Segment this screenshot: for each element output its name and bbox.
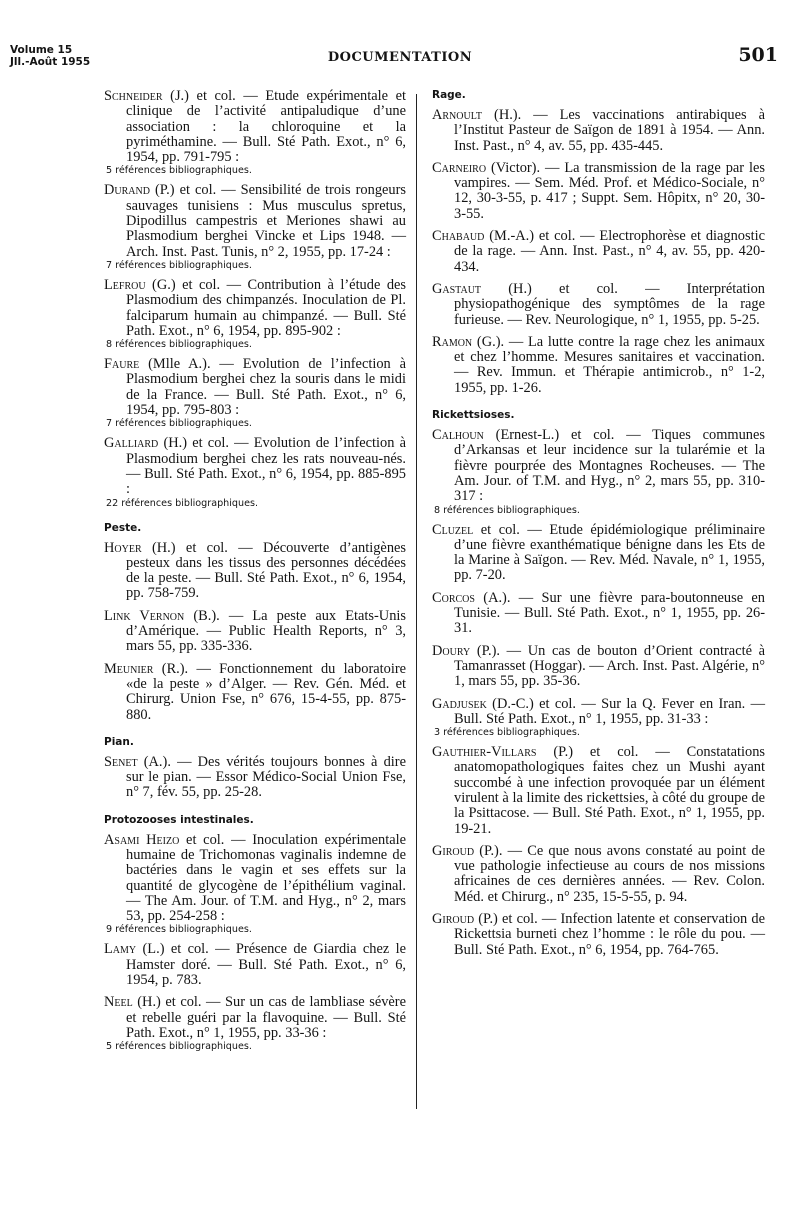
reference-author: Schneider [104,88,163,104]
reference-text: (G.) et col. — Contribution à l’étude des Plasmodium des chimpanzés. Inoculation de Pl. falciparum humain au chimpanzé. — Bull. Sté Path. Exot., n° 6, 1954, pp. 895-902 : [126,276,406,339]
entries-pian [104,755,406,801]
reference-text: (P.) et col. — Infection latente et conservation de Rickettsia burneti chez l’homme : le rôle du pou. — Bull. Sté Path. Exot., n° 6, 1954, pp. 764-765. [454,911,765,958]
section-title-rickettsioses: Rickettsioses. [432,409,515,422]
reference-entry [432,745,765,837]
reference-entry [104,357,406,418]
reference-text: (A.). — Sur une fièvre para-boutonneuse en Tunisie. — Bull. Sté Path. Exot., n° 1, 1955, pp. 26-31. [454,589,765,637]
reference-author: Link Vernon [104,607,185,624]
entries-protozooses [104,833,406,1053]
reference-entry [432,229,765,275]
reference-text: (M.-A.) et col. — Electrophorèse et diagnostic de la rage. — Ann. Inst. Past., n° 4, av. 55, pp. 420-434. [454,228,765,275]
section-title-rage: Rage. [432,89,466,101]
reference-entry [432,844,765,905]
reference-author: Doury [432,642,471,659]
entries-top [104,89,406,509]
reference-count: 3 références bibliographiques. [434,727,580,739]
reference-text: (Victor). — La transmission de la rage par les vampires. — Sem. Méd. Prof. et Médico-Sociale, n° 12, 30-3-55, p. 417 ; Suppt. Sem. Hôpitx, n° 20, 30-3-55. [454,159,765,222]
reference-count: 8 références bibliographiques. [434,504,580,516]
reference-entry [432,335,765,396]
reference-entry [432,523,765,584]
reference-author: Galliard [104,435,159,452]
reference-text: (P.) et col. — Sensibilité de trois rongeurs sauvages tunisiens : Mus musculus spretus, Dipodillus campestris et Meriones shawi au Plasmodium berghei Vincke et Lips 1948. — Arch. Inst. Past. Tunis, n° 2, 1955, pp. 17-24 : [126,182,406,260]
reference-author: Durand [104,182,150,199]
reference-author: Lefrou [104,276,146,293]
section-title-peste: Peste. [104,521,142,534]
reference-entry [104,183,406,259]
issue-date: Jll.-Août 1955 [10,56,91,68]
reference-entry [104,541,406,602]
reference-entry [432,108,765,154]
reference-count: 7 références bibliographiques. [106,418,252,430]
reference-entry [104,278,406,339]
reference-count: 5 références bibliographiques. [106,165,252,177]
reference-entry [104,995,406,1041]
reference-text: (A.). — Des vérités toujours bonnes à dire sur le pian. — Essor Médico-Social Union Fse, n° 7, fév. 55, pp. 25-28. [126,753,406,801]
reference-entry [104,436,406,497]
reference-text: (H.) et col. — Evolution de l’infection à Plasmodium berghei chez les rats nouveau-nés. — Bull. Sté Path. Exot., n° 6, 1954, pp. 885-895 : [126,435,406,498]
reference-text: (P.). — Ce que nous avons constaté au point de vue pathologie infectieuse au cours de nos missions africaines de ces dernières années. — Rev. Colon. Méd. et Chirurg., n° 235, 15-5-55, p. 94. [454,842,765,905]
reference-entry [104,833,406,925]
reference-text: (H.). — Les vaccinations antirabiques à l’Institut Pasteur de Saïgon de 1891 à 1954. — Ann. Inst. Past., n° 4, av. 55, pp. 435-445. [454,107,765,154]
reference-author: Giroud [432,842,475,859]
reference-text: (J.) et col. — Etude expérimentale et clinique de l’activité antipaludique d’une association : la chloroquine et la pyriméthamine. — Bull. Sté Path. Exot., n° 6, 1954, pp. 791-795 : [126,88,406,166]
reference-author: Calhoun [432,427,484,444]
entries-peste [104,541,406,723]
reference-entry [104,609,406,655]
reference-author: Hoyer [104,539,142,556]
page-header [0,0,800,90]
reference-text: (Mlle A.). — Evolution de l’infection à Plasmodium berghei chez la souris dans le midi de la France. — Bull. Sté Path. Exot., n° 6, 1954, pp. 795-803 : [126,356,406,419]
reference-author: Gadjusek [432,695,487,712]
reference-count: 22 références bibliographiques. [106,497,259,509]
reference-text: (H.) et col. — Sur un cas de lambliase sévère et rebelle guéri par la flavoquine. — Bull. Sté Path. Exot., n° 1, 1955, pp. 33-36 : [126,994,406,1041]
reference-text: (R.). — Fonctionnement du laboratoire «de la peste » d’Alger. — Rev. Gén. Méd. et Chirurg. Union Fse, n° 676, 15-4-55, pp. 875-880. [126,660,406,723]
page-number: 501 [738,44,778,66]
reference-entry [104,755,406,801]
reference-entry [432,282,765,328]
reference-text: (H.) et col. — Découverte d’antigènes pesteux dans les tissus des personnes décédées de la peste. — Bull. Sté Path. Exot., n° 6, 1954, pp. 758-759. [126,539,406,602]
reference-text: et col. — Inoculation expérimentale humaine de Trichomonas vaginalis indemne de bactéries dans le vagin et ses effets sur la quantité de glycogène de l’épithélium vaginal. — The Am. Jour. of T.M. and Hyg., n° 2, mars 53, pp. 254-258 : [126,831,407,925]
reference-entry [432,912,765,958]
reference-entry [432,428,765,504]
reference-count: 7 références bibliographiques. [106,259,252,271]
reference-author: Carneiro [432,159,487,176]
reference-entry [432,697,765,728]
reference-author: Neel [104,994,133,1011]
column-divider [416,94,417,1109]
reference-author: Chabaud [432,228,485,245]
reference-count: 5 références bibliographiques. [106,1041,252,1053]
reference-text: (Ernest-L.) et col. — Tiques communes d’Arkansas et leur incidence sur la tularémie et la fièvre pourprée des Montagnes Rocheuses. — The Am. Jour. of T.M. and Hyg., n° 2, mars 55, pp. 310-317 : [454,427,765,505]
reference-text: (B.). — La peste aux Etats-Unis d’Amérique. — Public Health Reports, n° 3, mars 55, pp. 335-336. [126,607,406,655]
reference-author: Ramon [432,333,473,350]
reference-author: Corcos [432,589,475,606]
reference-text: (D.-C.) et col. — Sur la Q. Fever en Iran. — Bull. Sté Path. Exot., n° 1, 1955, pp. 31-33 : [454,695,765,727]
reference-entry [104,89,406,165]
section-title-protozooses: Protozooses intestinales. [104,813,254,826]
entries-rickettsioses [432,428,765,958]
reference-text: (P.) et col. — Constatations anatomopathologiques faites chez un Mushi ayant succombé à une infection provoquée par un élément virulent à la limite des rickettsies, à côté du groupe de la Psittacose. — Bull. Sté Path. Exot., n° 1, 1955, pp. 19-21. [454,744,765,837]
volume-number: Volume 15 [10,44,73,56]
reference-author: Giroud [432,911,475,928]
reference-author: Gastaut [432,280,482,297]
reference-count: 8 références bibliographiques. [106,339,252,351]
reference-author: Gauthier-Villars [432,744,537,761]
reference-entry [432,644,765,690]
reference-text: et col. — Etude épidémiologique préliminaire d’une fièvre exanthématique bénigne dans les Ets de la Marine à Saïgon. — Rev. Méd. Navale, n° 1, 1955, pp. 7-20. [454,521,765,584]
reference-author: Cluzel [432,521,474,538]
reference-author: Senet [104,753,138,770]
reference-author: Lamy [104,941,137,958]
reference-count: 9 références bibliographiques. [106,924,252,936]
section-title-pian: Pian. [104,735,134,748]
reference-author: Faure [104,356,140,373]
reference-entry [432,591,765,637]
reference-text: (G.). — La lutte contre la rage chez les animaux et chez l’homme. Mesures sanitaires et vaccination. — Rev. Immun. et Thérapie antimicrob., n° 1-2, 1955, pp. 1-26. [454,333,765,396]
entries-rage [432,108,765,396]
running-title: DOCUMENTATION [327,50,473,65]
reference-text: (P.). — Un cas de bouton d’Orient contracté à Tamanrasset (Hoggar). — Arch. Inst. Past. Algérie, n° 1, mars 55, pp. 35-36. [454,642,765,690]
reference-author: Asami Heizo [104,831,180,848]
reference-entry [104,662,406,723]
reference-author: Arnoult [432,107,483,123]
reference-entry [104,942,406,988]
right-column [432,89,765,1222]
reference-text: (H.) et col. — Interprétation physiopathogénique des symptômes de la rage furieuse. — Rev. Neurologique, n° 1, 1955, pp. 5-25. [454,280,765,328]
reference-entry [432,161,765,222]
left-column [104,89,406,1222]
reference-author: Meunier [104,660,154,677]
reference-text: (L.) et col. — Présence de Giardia chez le Hamster doré. — Bull. Sté Path. Exot., n° 6, 1954, p. 783. [126,941,406,989]
